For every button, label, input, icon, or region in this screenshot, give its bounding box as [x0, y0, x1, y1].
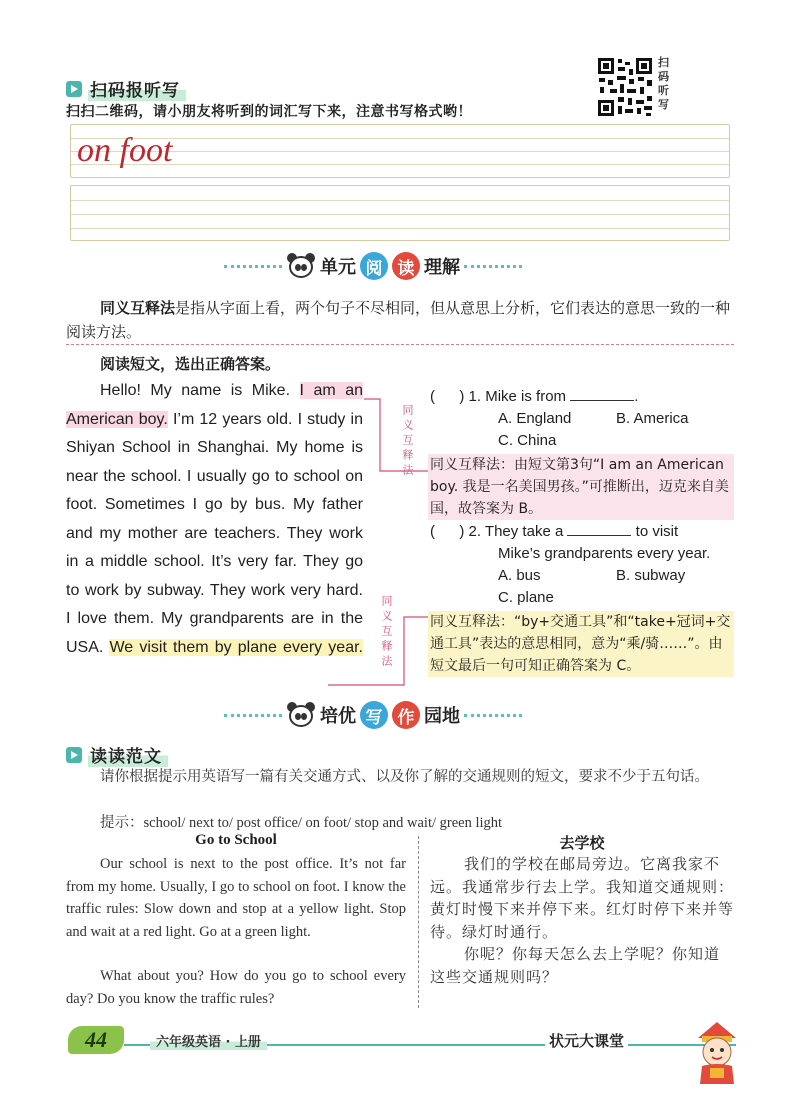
footer-brand: 状元大课堂 [545, 1030, 628, 1051]
q1-option-c[interactable]: C. China [498, 432, 557, 449]
q1-paren-close: ) [459, 388, 465, 405]
dictation-title: 扫码报听写 [88, 76, 186, 101]
question-1 [430, 386, 740, 452]
method-term: 同义互释法 [100, 299, 176, 317]
q2-option-b[interactable]: B. subway [616, 567, 686, 584]
banner-badge-1: 阅 [360, 252, 388, 280]
banner2-dots-right [464, 714, 522, 717]
q2-paren-close: ) [459, 523, 465, 540]
q1-explanation: 同义互释法：由短文第3句“I am an American boy. 我是一名美国男孩。”可推断出，迈克来自美国，故答案为 B。 [428, 454, 734, 520]
q1-option-b[interactable]: B. America [616, 410, 689, 427]
margin-note-1: 同义互释法 [401, 404, 414, 479]
banner2-word-1: 培优 [320, 706, 356, 727]
panda-icon [286, 701, 316, 729]
mascot-icon [688, 1018, 746, 1086]
footer-book-title: 六年级英语 · 上册 [150, 1031, 267, 1050]
model-essay-section-header [66, 742, 168, 767]
writing-box-2[interactable] [70, 185, 730, 241]
banner2-badge-1: 写 [360, 701, 388, 729]
dictation-section-header [66, 76, 186, 101]
banner-word-1: 单元 [320, 257, 356, 278]
essay-en-paragraph-2: What about you? How do you go to school every day? Do you know the traffic rules? [66, 968, 406, 1007]
q2-stem: 2. They take a [468, 523, 564, 540]
writing-prompt: 请你根据提示用英语写一篇有关交通方式、以及你了解的交通规则的短文，要求不少于五句话。 [100, 769, 709, 785]
q2-option-c[interactable]: C. plane [498, 589, 554, 606]
qr-code[interactable] [596, 56, 654, 118]
page-number: 44 [85, 1027, 107, 1052]
banner-dots-left [224, 265, 282, 268]
q1-stem: 1. Mike is from [468, 388, 567, 405]
q2-stem-end: to visit [635, 523, 679, 540]
q1-option-a[interactable]: A. England [498, 410, 572, 427]
banner2-dots-left [224, 714, 282, 717]
story-highlight-2: We visit them by plane every year. [109, 638, 363, 656]
q1-stem-end: . [634, 388, 639, 405]
banner-badge-2: 读 [392, 252, 420, 280]
arrow-icon [66, 747, 82, 763]
writing-hint: 提示：school/ next to/ post office/ on foot/ stop and wait/ green light [100, 815, 503, 831]
model-essay-title: 读读范文 [88, 742, 168, 767]
essay-cn-paragraph-1: 我们的学校在邮局旁边。它离我家不远。我通常步行去上学。我知道交通规则：黄灯时慢下来并停下来。红灯时停下来并等待。绿灯时通行。 [430, 855, 735, 941]
qr-label: 扫码听写 [658, 56, 669, 111]
q1-blank[interactable] [570, 387, 634, 401]
banner2-word-2: 园地 [424, 706, 460, 727]
q1-paren-open: ( [430, 388, 435, 405]
dictation-instruction: 扫扫二维码，请小朋友将听到的词汇写下来，注意书写格式哟！ [66, 104, 472, 120]
margin-note-2: 同义互释法 [380, 595, 393, 670]
handwritten-answer: on foot [77, 132, 173, 169]
method-text: 是指从字面上看，两个句子不尽相同，但从意思上分析，它们表达的意思一致的一种阅读方法。 [66, 299, 731, 341]
q2-explanation: 同义互释法：“by+交通工具”和“take+冠词+交通工具”表达的意思相同，意为“乘/骑……”。由短文最后一句可知正确答案为 C。 [428, 611, 734, 677]
story-highlight-1: I am an American boy. [66, 382, 363, 428]
q2-blank[interactable] [567, 522, 631, 536]
essay-divider [418, 836, 419, 1008]
panda-icon [286, 252, 316, 280]
question-2 [430, 521, 740, 609]
writing-box-1[interactable] [70, 124, 730, 178]
q2-option-a[interactable]: A. bus [498, 567, 541, 584]
banner-dots-right [464, 265, 522, 268]
story-passage [66, 377, 363, 662]
arrow-icon [66, 81, 82, 97]
essay-cn-paragraph-2: 你呢？你每天怎么去上学呢？你知道这些交通规则吗？ [430, 945, 721, 986]
q2-paren-open: ( [430, 523, 435, 540]
banner2-badge-2: 作 [392, 701, 420, 729]
method-description [66, 296, 734, 345]
page-number-badge [68, 1026, 124, 1054]
writing-banner [224, 701, 522, 729]
story-segment-1: Hello! My name is Mike. [100, 382, 291, 399]
reading-task: 阅读短文，选出正确答案。 [100, 355, 281, 373]
essay-en-paragraph-1: Our school is next to the post office. It’s not far from my home. Usually, I go to school on foot. I know the traffic rules: Slow down and stop at a yellow light. Stop and wait at a red light. Go at a green light. [66, 856, 406, 940]
q2-stem-line2: Mike’s grandparents every year. [498, 545, 711, 562]
reading-banner [224, 252, 522, 280]
story-segment-2: I’m 12 years old. I study in Shiyan School in Shanghai. My home is near the school. I usually go to school on foot. Sometimes I go by bus. My father and my mother are teachers. They work in a middle school. It’s very far. They go to work by subway. They work very hard. I love them. My grandparents are in the USA. [66, 410, 364, 656]
qr-code-icon [596, 56, 654, 118]
banner-word-2: 理解 [424, 257, 460, 278]
essay-cn-title: 去学校 [559, 834, 605, 852]
essay-en-title: Go to School [195, 832, 277, 848]
